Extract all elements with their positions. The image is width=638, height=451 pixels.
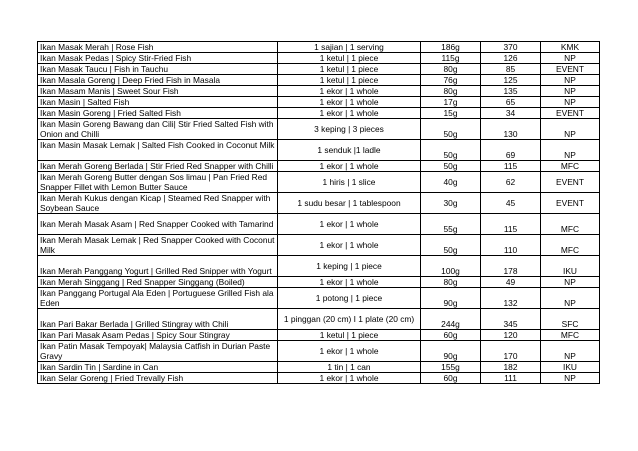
- weight-cell: 90g: [421, 341, 481, 362]
- table-row: [38, 140, 600, 161]
- weight-cell: 15g: [421, 108, 481, 119]
- serving-cell: 1 ekor | 1 whole: [278, 235, 421, 256]
- category-cell: IKU: [541, 256, 600, 277]
- calorie-cell: 120: [481, 330, 541, 341]
- table-row: [38, 119, 600, 140]
- calorie-cell: 130: [481, 119, 541, 140]
- serving-cell: 1 ekor | 1 whole: [278, 161, 421, 172]
- table-row: [38, 172, 600, 193]
- serving-cell: 1 ekor | 1 whole: [278, 341, 421, 362]
- weight-cell: 80g: [421, 277, 481, 288]
- serving-cell: 1 keping | 1 piece: [278, 256, 421, 277]
- calorie-cell: 125: [481, 75, 541, 86]
- category-cell: NP: [541, 277, 600, 288]
- food-name-cell: Ikan Patin Masak Tempoyak| Malaysia Catfish in Durian Paste Gravy: [38, 341, 278, 362]
- serving-cell: 1 ekor | 1 whole: [278, 108, 421, 119]
- food-name-cell: Ikan Merah Panggang Yogurt | Grilled Red Snipper with Yogurt: [38, 256, 278, 277]
- calorie-cell: 170: [481, 341, 541, 362]
- table-row: [38, 193, 600, 214]
- serving-cell: 1 pinggan (20 cm) I 1 plate (20 cm): [278, 309, 421, 330]
- table-row: [38, 64, 600, 75]
- food-name-cell: Ikan Pari Bakar Berlada | Grilled Stingray with Chili: [38, 309, 278, 330]
- calorie-cell: 110: [481, 235, 541, 256]
- category-cell: SFC: [541, 309, 600, 330]
- weight-cell: 50g: [421, 140, 481, 161]
- serving-cell: 1 tin | 1 can: [278, 362, 421, 373]
- serving-cell: 1 ketul | 1 piece: [278, 330, 421, 341]
- table-row: [38, 288, 600, 309]
- food-name-cell: Ikan Masin Goreng | Fried Salted Fish: [38, 108, 278, 119]
- weight-cell: 50g: [421, 161, 481, 172]
- calorie-cell: 126: [481, 53, 541, 64]
- serving-cell: 1 senduk |1 ladle: [278, 140, 421, 161]
- table-row: [38, 161, 600, 172]
- table-row: [38, 341, 600, 362]
- category-cell: NP: [541, 341, 600, 362]
- food-name-cell: Ikan Masin | Salted Fish: [38, 97, 278, 108]
- food-name-cell: Ikan Masin Masak Lemak | Salted Fish Cooked in Coconut Milk: [38, 140, 278, 161]
- calorie-cell: 62: [481, 172, 541, 193]
- weight-cell: 100g: [421, 256, 481, 277]
- serving-cell: 1 ekor | 1 whole: [278, 373, 421, 384]
- category-cell: EVENT: [541, 193, 600, 214]
- food-name-cell: Ikan Merah Kukus dengan Kicap | Steamed Red Snapper with Soybean Sauce: [38, 193, 278, 214]
- calorie-cell: 115: [481, 214, 541, 235]
- food-name-cell: Ikan Masak Taucu | Fish in Tauchu: [38, 64, 278, 75]
- food-name-cell: Ikan Selar Goreng | Fried Trevally Fish: [38, 373, 278, 384]
- food-name-cell: Ikan Masala Goreng | Deep Fried Fish in Masala: [38, 75, 278, 86]
- food-name-cell: Ikan Pari Masak Asam Pedas | Spicy Sour Stingray: [38, 330, 278, 341]
- calorie-cell: 178: [481, 256, 541, 277]
- table-row: [38, 53, 600, 64]
- category-cell: EVENT: [541, 172, 600, 193]
- weight-cell: 60g: [421, 330, 481, 341]
- calorie-cell: 345: [481, 309, 541, 330]
- serving-cell: 1 sajian | 1 serving: [278, 42, 421, 53]
- weight-cell: 40g: [421, 172, 481, 193]
- food-name-cell: Ikan Merah Masak Asam | Red Snapper Cooked with Tamarind: [38, 214, 278, 235]
- food-name-cell: Ikan Masin Goreng Bawang dan Cili| Stir Fried Salted Fish with Onion and Chilli: [38, 119, 278, 140]
- weight-cell: 60g: [421, 373, 481, 384]
- serving-cell: 1 ekor | 1 whole: [278, 277, 421, 288]
- calorie-cell: 132: [481, 288, 541, 309]
- table-row: [38, 214, 600, 235]
- weight-cell: 90g: [421, 288, 481, 309]
- category-cell: NP: [541, 288, 600, 309]
- category-cell: NP: [541, 119, 600, 140]
- table-row: [38, 86, 600, 97]
- serving-cell: 1 ketul | 1 piece: [278, 64, 421, 75]
- calorie-cell: 45: [481, 193, 541, 214]
- category-cell: NP: [541, 53, 600, 64]
- serving-cell: 1 ekor | 1 whole: [278, 86, 421, 97]
- serving-cell: 1 ketul | 1 piece: [278, 53, 421, 64]
- food-name-cell: Ikan Sardin Tin | Sardine in Can: [38, 362, 278, 373]
- food-name-cell: Ikan Masam Manis | Sweet Sour Fish: [38, 86, 278, 97]
- weight-cell: 244g: [421, 309, 481, 330]
- calorie-cell: 111: [481, 373, 541, 384]
- category-cell: KMK: [541, 42, 600, 53]
- category-cell: MFC: [541, 161, 600, 172]
- calorie-cell: 370: [481, 42, 541, 53]
- category-cell: MFC: [541, 235, 600, 256]
- weight-cell: 55g: [421, 214, 481, 235]
- serving-cell: 1 ketul | 1 piece: [278, 75, 421, 86]
- food-name-cell: Ikan Merah Goreng Butter dengan Sos limau | Pan Fried Red Snapper Fillet with Lemon Butter Sauce: [38, 172, 278, 193]
- table-row: [38, 75, 600, 86]
- weight-cell: 80g: [421, 86, 481, 97]
- category-cell: NP: [541, 86, 600, 97]
- table-row: [38, 108, 600, 119]
- category-cell: IKU: [541, 362, 600, 373]
- calorie-cell: 115: [481, 161, 541, 172]
- table-row: [38, 235, 600, 256]
- food-name-cell: Ikan Merah Masak Lemak | Red Snapper Cooked with Coconut Milk: [38, 235, 278, 256]
- category-cell: NP: [541, 373, 600, 384]
- weight-cell: 115g: [421, 53, 481, 64]
- weight-cell: 80g: [421, 64, 481, 75]
- weight-cell: 50g: [421, 119, 481, 140]
- calorie-cell: 49: [481, 277, 541, 288]
- food-name-cell: Ikan Merah Goreng Berlada | Stir Fried Red Snapper with Chilli: [38, 161, 278, 172]
- table-row: [38, 373, 600, 384]
- category-cell: NP: [541, 140, 600, 161]
- food-calorie-table: [37, 41, 600, 384]
- serving-cell: 1 ekor | 1 whole: [278, 214, 421, 235]
- category-cell: MFC: [541, 214, 600, 235]
- weight-cell: 76g: [421, 75, 481, 86]
- serving-cell: 1 potong | 1 piece: [278, 288, 421, 309]
- serving-cell: 1 ekor | 1 whole: [278, 97, 421, 108]
- category-cell: NP: [541, 75, 600, 86]
- weight-cell: 186g: [421, 42, 481, 53]
- category-cell: EVENT: [541, 64, 600, 75]
- table-row: [38, 256, 600, 277]
- calorie-cell: 182: [481, 362, 541, 373]
- table-row: [38, 362, 600, 373]
- calorie-cell: 135: [481, 86, 541, 97]
- food-name-cell: Ikan Merah Singgang | Red Snapper Singgang (Boiled): [38, 277, 278, 288]
- calorie-cell: 34: [481, 108, 541, 119]
- table-row: [38, 309, 600, 330]
- weight-cell: 50g: [421, 235, 481, 256]
- serving-cell: 3 keping | 3 pieces: [278, 119, 421, 140]
- calorie-cell: 69: [481, 140, 541, 161]
- table-row: [38, 330, 600, 341]
- serving-cell: 1 sudu besar | 1 tablespoon: [278, 193, 421, 214]
- table-row: [38, 97, 600, 108]
- calorie-cell: 65: [481, 97, 541, 108]
- category-cell: EVENT: [541, 108, 600, 119]
- category-cell: MFC: [541, 330, 600, 341]
- weight-cell: 30g: [421, 193, 481, 214]
- weight-cell: 17g: [421, 97, 481, 108]
- food-name-cell: Ikan Masak Pedas | Spicy Stir-Fried Fish: [38, 53, 278, 64]
- table-row: [38, 277, 600, 288]
- table-row: [38, 42, 600, 53]
- weight-cell: 155g: [421, 362, 481, 373]
- food-name-cell: Ikan Panggang Portugal Ala Eden | Portuguese Grilled Fish ala Eden: [38, 288, 278, 309]
- category-cell: NP: [541, 97, 600, 108]
- food-name-cell: Ikan Masak Merah | Rose Fish: [38, 42, 278, 53]
- serving-cell: 1 hiris | 1 slice: [278, 172, 421, 193]
- calorie-cell: 85: [481, 64, 541, 75]
